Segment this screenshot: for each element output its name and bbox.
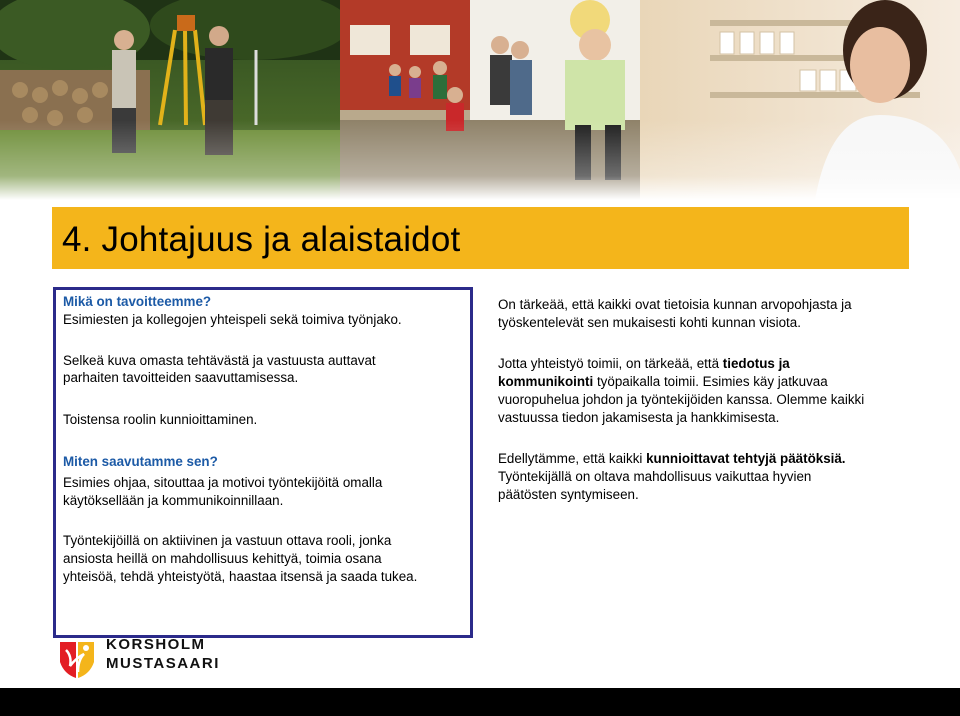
question-how: Miten saavutamme sen? (63, 454, 218, 469)
communication-bold-b: kommunikointi (498, 374, 594, 389)
paragraph-respect: Toistensa roolin kunnioittaminen. (63, 412, 258, 427)
decisions-text-a: Edellytämme, että kaikki (498, 451, 647, 466)
footer-bar (0, 688, 960, 716)
paragraph-communication-line3: vuoropuhelua johdon ja työntekijöiden kanssa. Olemme kaikki (498, 392, 865, 407)
paragraph-communication-line4: vastuussa tiedon jakamisesta ja hankkimisesta. (498, 410, 780, 425)
logo-mark-icon (56, 636, 100, 680)
communication-bold-a: tiedotus ja (722, 356, 790, 371)
logo-text-mustasaari: MUSTASAARI (106, 655, 220, 672)
left-content-box (53, 287, 473, 638)
paragraph-values-line1: On tärkeää, että kaikki ovat tietoisia kunnan arvopohjasta ja (498, 297, 852, 312)
paragraph-decisions-line3: päätösten syntymiseen. (498, 487, 639, 502)
paragraph-clear-role-line1: Selkeä kuva omasta tehtävästä ja vastuusta auttavat (63, 353, 376, 368)
paragraph-decisions-line2: Työntekijällä on oltava mahdollisuus vaikuttaa hyvien (498, 469, 812, 484)
paragraph-clear-role-line2: parhaiten tavoitteiden saavuttamisessa. (63, 370, 299, 385)
title-bar (52, 207, 909, 269)
header-photo-collage (0, 0, 960, 200)
paragraph-communication-line2 (498, 373, 828, 391)
logo-text-korsholm: KORSHOLM (106, 636, 206, 653)
paragraph-employees-line2: ansiosta heillä on mahdollisuus kehittyä, toimia osana (63, 551, 382, 566)
paragraph-decisions-line1 (498, 450, 846, 468)
korsholm-mustasaari-logo (56, 636, 256, 682)
paragraph-values-line2: työskentelevät sen mukaisesti kohti kunnan visiota. (498, 315, 801, 330)
paragraph-manager-line1: Esimies ohjaa, sitouttaa ja motivoi työntekijöitä omalla (63, 475, 383, 490)
paragraph-employees-line3: yhteisöä, tehdä yhteistyötä, haastaa itsensä ja saada tukea. (63, 569, 418, 584)
communication-text-a: Jotta yhteistyö toimii, on tärkeää, että (498, 356, 723, 371)
question-goal: Mikä on tavoitteemme? (63, 294, 212, 309)
decisions-bold: kunnioittavat tehtyjä päätöksiä. (646, 451, 846, 466)
paragraph-teamwork: Esimiesten ja kollegojen yhteispeli sekä toimiva työnjako. (63, 312, 402, 327)
communication-text-b: työpaikalla toimii. Esimies käy jatkuvaa (593, 374, 828, 389)
paragraph-employees-line1: Työntekijöillä on aktiivinen ja vastuun ottava rooli, jonka (63, 533, 392, 548)
paragraph-manager-line2: käytöksellään ja kommunikoinnillaan. (63, 493, 284, 508)
paragraph-communication-line1 (498, 355, 790, 373)
page-title: 4. Johtajuus ja alaistaidot (62, 220, 461, 259)
